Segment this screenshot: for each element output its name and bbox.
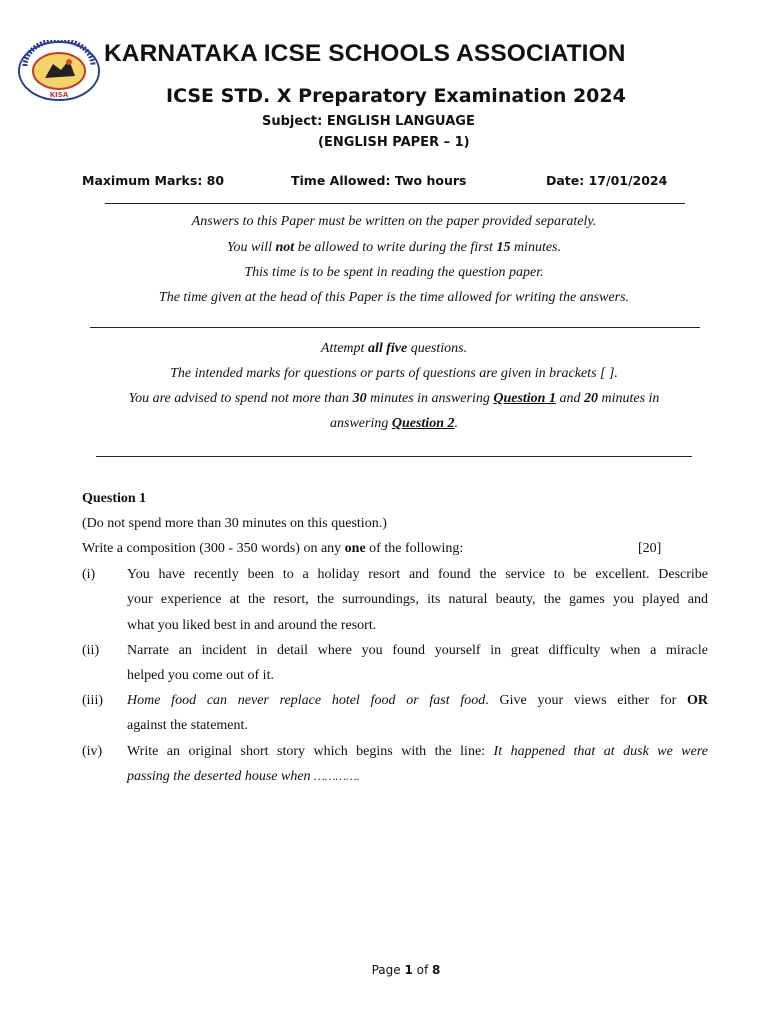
subject-line: Subject: ENGLISH LANGUAGE: [262, 114, 475, 129]
item-text: helped you come out of it.: [127, 668, 274, 683]
question-note: (Do not spend more than 30 minutes on this question.): [82, 516, 387, 531]
question-prompt: Write a composition (300 - 350 words) on any one of the following:: [82, 541, 464, 556]
instruction-line: The intended marks for questions or parts of questions are given in brackets [ ].: [170, 366, 618, 381]
instruction-line: The time given at the head of this Paper is the time allowed for writing the answers.: [158, 290, 630, 305]
time-allowed: Time Allowed: Two hours: [291, 173, 467, 188]
divider: [105, 203, 685, 204]
instruction-line: answering Question 2.: [330, 416, 458, 431]
instruction-line: Attempt all five questions.: [320, 341, 468, 356]
instruction-line: You are advised to spend not more than 30 minutes in answering Question 1 and 20 minutes in: [128, 391, 660, 406]
divider: [96, 456, 692, 457]
item-text: Home food can never replace hotel food or fast food. Give your views either for OR: [127, 693, 709, 708]
item-text: what you liked best in and around the resort.: [127, 618, 377, 633]
item-text: Write an original short story which begins with the line: It happened that at dusk we were: [127, 744, 708, 759]
item-text: your experience at the resort, the surroundings, its natural beauty, the games you played and: [127, 592, 708, 607]
association-logo: [17, 40, 101, 102]
item-text: Narrate an incident in detail where you found yourself in great difficulty when a miracle: [127, 643, 708, 658]
item-number: (i): [82, 567, 96, 582]
svg-text:KISA: KISA: [49, 91, 69, 99]
exam-title: ICSE STD. X Preparatory Examination 2024: [166, 85, 626, 107]
question-heading: Question 1: [82, 491, 147, 506]
divider: [90, 327, 700, 328]
item-number: (iii): [82, 693, 103, 708]
exam-date: Date: 17/01/2024: [546, 173, 668, 188]
item-text: passing the deserted house when ………….: [127, 769, 360, 784]
association-title: KARNATAKA ICSE SCHOOLS ASSOCIATION: [104, 40, 626, 67]
question-marks: [20]: [638, 541, 662, 556]
paper-line: (ENGLISH PAPER – 1): [318, 135, 470, 150]
instruction-line: Answers to this Paper must be written on the paper provided separately.: [191, 214, 597, 229]
item-text: You have recently been to a holiday resort and found the service to be excellent. Describe: [127, 567, 708, 582]
item-text: against the statement.: [127, 718, 248, 733]
instruction-line: You will not be allowed to write during the first 15 minutes.: [227, 240, 561, 255]
page-number: Page 1 of 8: [371, 963, 441, 977]
instruction-line: This time is to be spent in reading the question paper.: [244, 265, 544, 280]
max-marks: Maximum Marks: 80: [82, 173, 225, 188]
item-number: (ii): [82, 643, 100, 658]
item-number: (iv): [82, 744, 103, 759]
